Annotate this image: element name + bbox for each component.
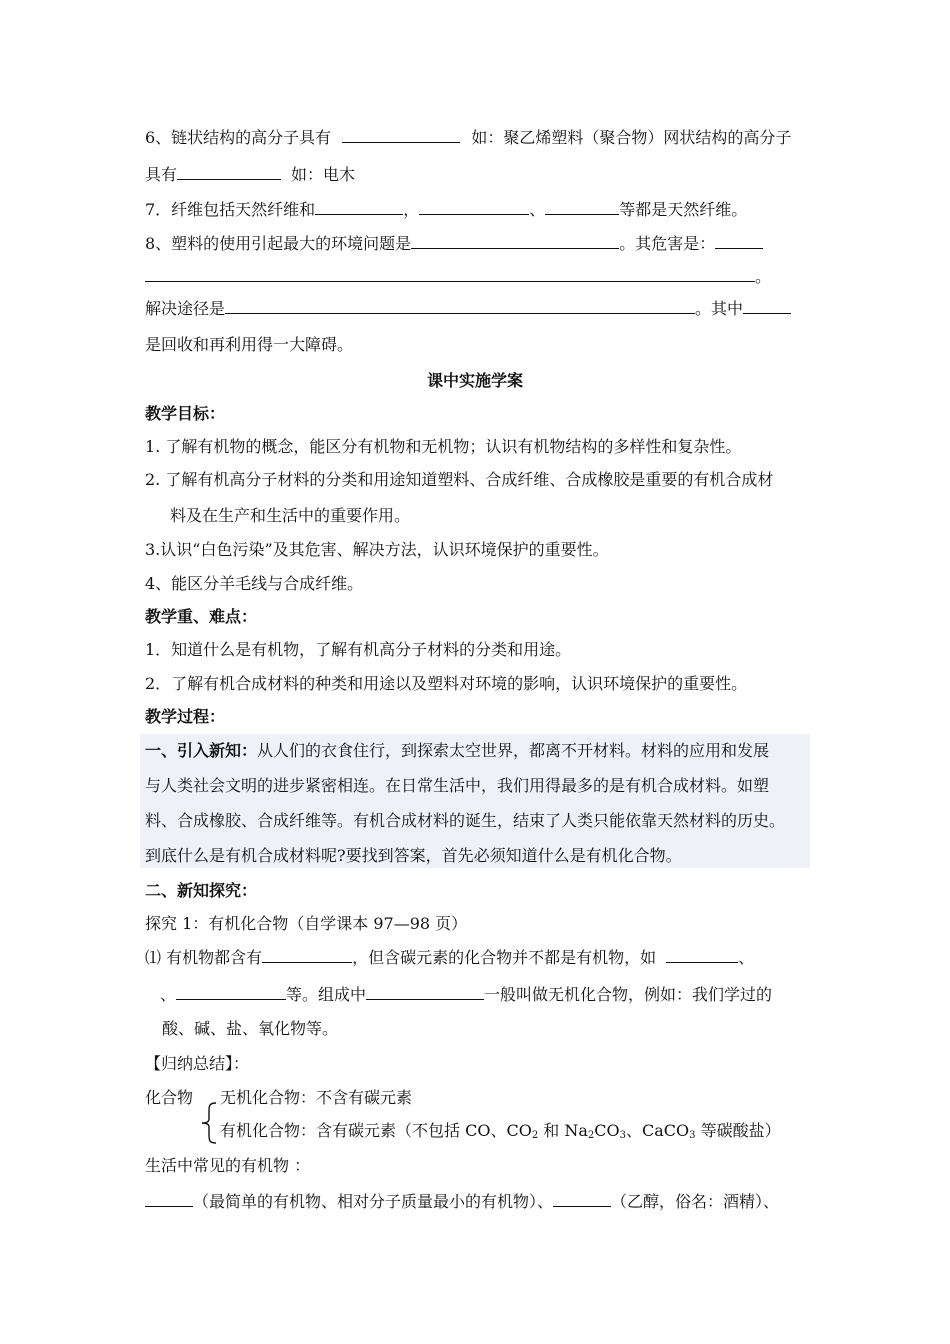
explore-heading: 二、新知探究： xyxy=(145,881,258,900)
common-organics-line: （最简单的有机物、相对分子质量最小的有机物）、 （乙醇，俗名：酒精）、 xyxy=(145,1190,779,1213)
blank[interactable] xyxy=(176,983,286,1000)
explore-line-3: 酸、碱、盐、氧化物等。 xyxy=(162,1019,339,1038)
intro-line-2: 与人类社会文明的进步紧密相连。在日常生活中，我们用得最多的是有机合成材料。如塑 xyxy=(145,776,770,795)
intro-line-1: 一、引入新知：从人们的衣食住行，到探索太空世界，都离不开材料。材料的应用和发展 xyxy=(145,741,770,760)
inorganic-definition: 无机化合物：不含有碳元素 xyxy=(220,1088,413,1107)
blank[interactable] xyxy=(666,946,738,963)
common-organics-heading: 生活中常见的有机物 ： xyxy=(145,1156,311,1175)
explore-line-2: 、 等。组成中 一般叫做无机化合物，例如：我们学过的 xyxy=(160,985,773,1004)
blank[interactable] xyxy=(225,297,695,314)
goal-2b: 料及在生产和生活中的重要作用。 xyxy=(170,506,411,525)
question-6-line1: 6、链状结构的高分子具有 如：聚乙烯塑料（聚合物）网状结构的高分子 xyxy=(145,128,792,147)
question-8-line2: 。 xyxy=(145,265,771,288)
question-8-line4: 是回收和再利用得一大障碍。 xyxy=(145,335,354,354)
summary-heading: 【归纳总结】： xyxy=(145,1054,250,1073)
intro-line-4: 到底什么是有机合成材料呢?要找到答案，首先必须知道什么是有机化合物。 xyxy=(145,846,682,865)
blank[interactable] xyxy=(411,232,619,249)
blank[interactable] xyxy=(553,1190,611,1207)
question-7: 7．纤维包括天然纤维和 ， 、 等都是天然纤维。 xyxy=(145,200,748,219)
explore-line-1: ⑴ 有机物都含有 ，但含碳元素的化合物并不都是有机物，如 、 xyxy=(145,948,755,967)
blank[interactable] xyxy=(262,946,352,963)
intro-line-3: 料、合成橡胶、合成纤维等。有机合成材料的诞生，结束了人类只能依靠天然材料的历史。 xyxy=(145,811,786,830)
blank[interactable] xyxy=(366,983,484,1000)
organic-definition: 有机化合物：含有碳元素（不包括 CO、$CO_2$ 和 $Na_2CO_3$、CaCO$_3$ 等碳酸盐） xyxy=(220,1121,781,1141)
compound-label: 化合物 xyxy=(145,1088,194,1107)
blank[interactable] xyxy=(315,198,403,215)
key-point-1: 1．知道什么是有机物，了解有机高分子材料的分类和用途。 xyxy=(145,640,572,659)
blank[interactable] xyxy=(145,265,755,282)
question-8-line1: 8、塑料的使用引起最大的环境问题是 。其危害是： xyxy=(145,232,763,255)
goal-4: 4、能区分羊毛线与合成纤维。 xyxy=(145,574,364,593)
goals-heading: 教学目标： xyxy=(145,404,226,423)
process-heading: 教学过程： xyxy=(145,707,226,726)
goal-1: 1. 了解有机物的概念，能区分有机物和无机物；认识有机物结构的多样性和复杂性。 xyxy=(145,437,742,456)
question-6-line2: 具有 如：电木 xyxy=(145,165,356,184)
blank[interactable] xyxy=(177,163,281,180)
question-8-line3: 解决途径是 。其中 xyxy=(145,297,791,320)
blank[interactable] xyxy=(419,198,529,215)
goal-2a: 2. 了解有机高分子材料的分类和用途知道塑料、合成纤维、合成橡胶是重要的有机合成材 xyxy=(145,470,774,489)
section-title: 课中实施学案 xyxy=(426,371,523,390)
blank[interactable] xyxy=(545,198,619,215)
blank[interactable] xyxy=(715,232,763,249)
brace-icon xyxy=(200,1102,218,1144)
blank[interactable] xyxy=(743,297,791,314)
key-point-2: 2．了解有机合成材料的种类和用途以及塑料对环境的影响，认识环境保护的重要性。 xyxy=(145,674,748,693)
blank[interactable] xyxy=(342,126,460,143)
key-points-heading: 教学重、难点： xyxy=(145,607,258,626)
goal-3: 3.认识“白色污染”及其危害、解决方法，认识环境保护的重要性。 xyxy=(145,540,609,559)
explore-1-title: 探究 1：有机化合物（自学课本 97—98 页） xyxy=(145,914,468,933)
blank[interactable] xyxy=(145,1190,193,1207)
